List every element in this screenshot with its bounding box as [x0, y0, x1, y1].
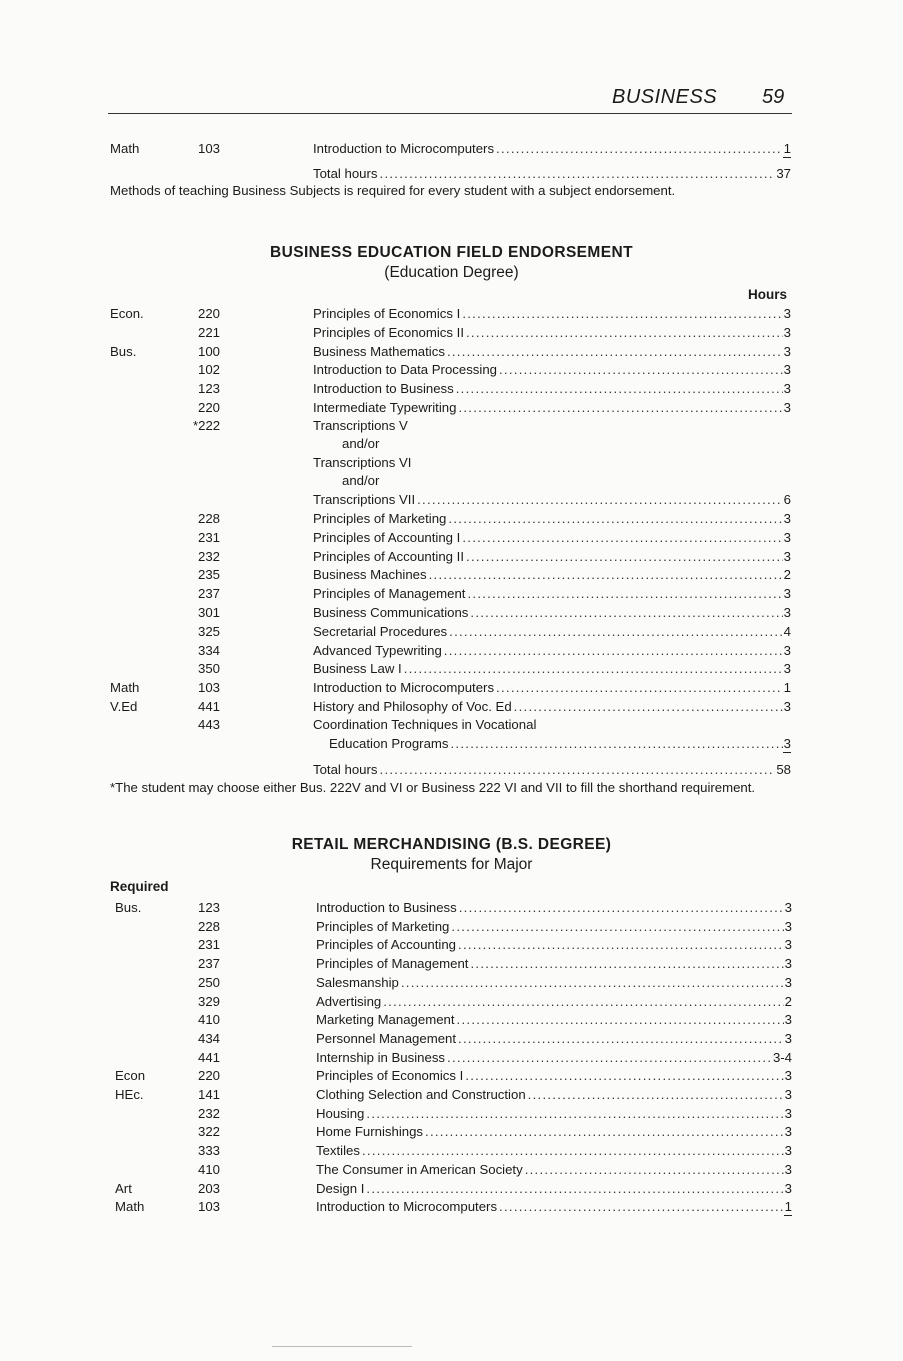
running-header-title: BUSINESS — [612, 86, 718, 108]
course-title: Personnel Management — [316, 1030, 457, 1046]
dot-leader — [459, 898, 784, 917]
course-hours: 3 — [784, 1105, 792, 1121]
course-hours: 3 — [783, 511, 791, 526]
page-number: 59 — [762, 86, 785, 108]
dot-leader — [499, 1197, 784, 1216]
course-number: 410 — [198, 1012, 221, 1028]
dot-leader — [462, 528, 782, 547]
course-title: Introduction to Microcomputers — [313, 141, 495, 156]
course-number: 333 — [198, 1143, 221, 1159]
hours-column-label: Hours — [747, 287, 787, 302]
course-hours: 3 — [784, 956, 792, 972]
course-title: Introduction to Business — [313, 381, 454, 397]
course-title: Transcriptions VII — [313, 492, 416, 507]
course-title: Principles of Accounting I — [313, 529, 461, 545]
section-heading: BUSINESS EDUCATION FIELD ENDORSEMENT — [270, 244, 633, 261]
course-entry — [313, 139, 791, 158]
course-row — [0, 528, 903, 547]
course-hours: 3 — [784, 1068, 792, 1084]
course-title: Introduction to Microcomputers — [313, 680, 495, 696]
course-row — [0, 139, 903, 158]
dot-leader — [462, 304, 782, 323]
course-row — [0, 565, 903, 584]
header-rule — [108, 113, 792, 114]
course-title: Clothing Selection and Construction — [316, 1087, 526, 1102]
course-entry — [313, 603, 791, 622]
course-title: Principles of Marketing — [313, 511, 447, 526]
dot-leader — [447, 1048, 772, 1067]
course-row — [0, 342, 903, 361]
course-title: Textiles — [316, 1143, 360, 1159]
course-row — [0, 954, 903, 973]
course-entry — [313, 622, 791, 641]
course-row — [0, 490, 903, 509]
dot-leader — [366, 1104, 783, 1123]
dot-leader — [450, 734, 782, 753]
course-title: Design I — [316, 1180, 365, 1196]
dot-leader — [429, 565, 783, 584]
course-row — [0, 360, 903, 379]
course-row — [0, 509, 903, 528]
course-number: 103 — [198, 141, 221, 156]
course-row — [0, 917, 903, 936]
course-title: Advanced Typewriting — [313, 642, 442, 658]
andor-row — [0, 471, 903, 490]
course-hours: 1 — [784, 1199, 792, 1215]
course-hours: 3 — [784, 1087, 792, 1102]
course-entry — [316, 1010, 792, 1029]
course-title-cont: Education Programs — [329, 736, 449, 751]
course-number: 237 — [198, 586, 221, 602]
total-entry — [313, 760, 791, 779]
course-row — [0, 1029, 903, 1048]
course-title: Secretarial Procedures — [313, 623, 448, 639]
course-number: 325 — [198, 623, 221, 639]
methods-note: Methods of teaching Business Subjects is required for every student with a subject endorsement. — [110, 183, 676, 198]
course-subject: HEc. — [115, 1087, 144, 1102]
course-number: 220 — [198, 400, 221, 415]
course-entry — [316, 1029, 792, 1048]
course-hours: 3 — [784, 1161, 792, 1177]
course-row — [0, 1122, 903, 1141]
course-entry — [313, 528, 791, 547]
course-hours: 3 — [784, 1030, 792, 1046]
course-hours: 3-4 — [772, 1049, 792, 1065]
course-title: Business Communications — [313, 605, 469, 620]
dot-leader — [444, 641, 783, 660]
dot-leader — [499, 360, 783, 379]
course-row — [0, 398, 903, 417]
section-subheading: Requirements for Major — [370, 856, 533, 873]
course-row — [0, 584, 903, 603]
total-row — [0, 760, 903, 779]
course-title: Internship in Business — [316, 1049, 446, 1065]
course-entry — [313, 697, 791, 716]
course-row — [0, 547, 903, 566]
course-hours: 3 — [783, 529, 791, 545]
course-hours: 3 — [783, 306, 791, 321]
course-row — [0, 453, 903, 472]
course-entry — [316, 954, 792, 973]
course-entry — [329, 734, 791, 753]
course-hours: 3 — [784, 937, 792, 953]
course-row — [0, 734, 903, 753]
footer-rule — [272, 1346, 412, 1347]
course-hours: 2 — [783, 567, 791, 583]
dot-leader — [456, 379, 783, 398]
course-subject: Bus. — [110, 343, 137, 359]
course-number: 434 — [198, 1030, 221, 1046]
course-number: 100 — [198, 343, 221, 359]
course-hours: 3 — [783, 362, 791, 378]
course-title: Introduction to Business — [316, 900, 457, 915]
course-entry — [316, 1141, 792, 1160]
course-row — [0, 1179, 903, 1198]
course-number: 221 — [198, 324, 221, 340]
dot-leader — [496, 678, 783, 697]
course-entry — [316, 1179, 792, 1198]
course-hours: 3 — [783, 400, 791, 415]
course-title: Housing — [316, 1105, 365, 1121]
course-number: 410 — [198, 1161, 221, 1177]
course-entry — [313, 678, 791, 697]
course-hours: 6 — [783, 492, 791, 507]
course-number: 232 — [198, 1105, 221, 1121]
dot-leader — [401, 973, 784, 992]
course-hours: 3 — [783, 661, 791, 677]
course-hours: 3 — [784, 1180, 792, 1196]
course-title: Introduction to Data Processing — [313, 362, 497, 378]
course-entry — [313, 547, 791, 566]
dot-leader — [465, 1066, 783, 1085]
course-subject: Econ. — [110, 306, 144, 321]
dot-leader — [514, 697, 783, 716]
course-subject: Econ — [115, 1068, 146, 1084]
course-number: 123 — [198, 381, 221, 397]
course-number: 334 — [198, 642, 221, 658]
course-entry — [316, 1197, 792, 1216]
course-number: 141 — [198, 1087, 221, 1102]
course-row — [0, 416, 903, 435]
course-number: 232 — [198, 548, 221, 564]
course-entry — [316, 1122, 792, 1141]
course-entry — [313, 323, 791, 342]
dot-leader — [470, 954, 783, 973]
course-row — [0, 304, 903, 323]
dot-leader — [448, 509, 782, 528]
course-number: 203 — [198, 1180, 221, 1196]
dot-leader — [425, 1122, 784, 1141]
course-entry — [313, 509, 791, 528]
course-entry — [316, 1048, 792, 1067]
course-hours: 3 — [784, 918, 792, 934]
course-row — [0, 973, 903, 992]
course-row — [0, 1085, 903, 1104]
course-entry — [313, 490, 791, 509]
course-entry — [313, 379, 791, 398]
course-title: Principles of Accounting II — [313, 548, 465, 564]
course-title: Home Furnishings — [316, 1124, 424, 1140]
footnote: *The student may choose either Bus. 222V and VI or Business 222 VI and VII to fill the shorthand requirement. — [110, 780, 756, 795]
course-row — [0, 641, 903, 660]
course-row — [0, 1048, 903, 1067]
course-entry — [316, 898, 792, 917]
course-entry — [313, 641, 791, 660]
course-number: 443 — [198, 717, 221, 732]
course-hours: 2 — [784, 993, 792, 1009]
course-hours: 3 — [784, 1124, 792, 1140]
course-row — [0, 622, 903, 641]
dot-leader — [528, 1085, 784, 1104]
dot-leader — [447, 342, 783, 361]
course-row — [0, 323, 903, 342]
course-entry — [316, 1066, 792, 1085]
course-subject: Bus. — [115, 900, 142, 915]
course-row — [0, 1066, 903, 1085]
dot-leader — [466, 547, 783, 566]
course-entry — [316, 1160, 792, 1179]
dot-leader — [457, 1010, 784, 1029]
course-row — [0, 603, 903, 622]
course-number: 329 — [198, 993, 221, 1009]
course-title: Transcriptions VI — [313, 455, 412, 470]
dot-leader — [362, 1141, 784, 1160]
course-number: *222 — [193, 418, 221, 433]
course-entry — [313, 398, 791, 417]
course-title: Transcriptions V — [313, 418, 408, 433]
course-hours: 1 — [783, 141, 791, 156]
course-entry — [313, 304, 791, 323]
course-number: 441 — [198, 699, 221, 714]
course-subject: Math — [110, 141, 140, 156]
course-entry — [316, 992, 792, 1011]
course-number: 441 — [198, 1049, 221, 1065]
section-heading: RETAIL MERCHANDISING (B.S. DEGREE) — [291, 836, 612, 853]
total-label: Total hours — [313, 166, 378, 181]
course-hours: 3 — [783, 343, 791, 359]
course-subject: Art — [115, 1180, 132, 1196]
course-row — [0, 898, 903, 917]
course-number: 228 — [198, 511, 221, 526]
course-row — [0, 678, 903, 697]
dot-leader — [451, 917, 783, 936]
course-hours: 3 — [784, 974, 792, 990]
course-number: 228 — [198, 918, 221, 934]
course-entry — [313, 565, 791, 584]
course-entry — [316, 1085, 792, 1104]
course-hours: 3 — [783, 586, 791, 602]
course-number: 250 — [198, 974, 221, 990]
dot-leader — [404, 659, 783, 678]
dot-leader — [366, 1179, 783, 1198]
course-subject: Math — [115, 1199, 145, 1215]
course-title: Principles of Accounting — [316, 937, 457, 953]
section-subheading: (Education Degree) — [384, 264, 519, 281]
course-title: Principles of Management — [316, 956, 469, 972]
course-entry — [313, 360, 791, 379]
course-number: 235 — [198, 567, 221, 583]
course-row — [0, 659, 903, 678]
course-row — [0, 1141, 903, 1160]
course-row — [0, 379, 903, 398]
course-title: Advertising — [316, 993, 382, 1009]
required-label: Required — [110, 879, 169, 894]
dot-leader — [458, 1029, 784, 1048]
course-number: 237 — [198, 956, 221, 972]
course-number: 231 — [198, 529, 221, 545]
dot-leader — [458, 398, 782, 417]
andor-text: and/or — [342, 436, 380, 451]
course-title: Business Law I — [313, 661, 402, 677]
course-subject: V.Ed — [110, 699, 138, 714]
course-number: 220 — [198, 1068, 221, 1084]
course-hours: 1 — [783, 680, 791, 696]
total-hours: 58 — [776, 762, 791, 777]
course-number: 301 — [198, 605, 221, 620]
course-row — [0, 992, 903, 1011]
dot-leader — [383, 992, 783, 1011]
course-entry — [316, 917, 792, 936]
total-label: Total hours — [313, 762, 378, 777]
course-hours: 3 — [784, 900, 792, 915]
course-title: Intermediate Typewriting — [313, 400, 457, 415]
course-hours: 3 — [783, 736, 791, 751]
course-row — [0, 1104, 903, 1123]
dot-leader — [466, 323, 783, 342]
course-hours: 3 — [783, 324, 791, 340]
course-entry — [316, 973, 792, 992]
dot-leader — [458, 935, 784, 954]
course-row — [0, 697, 903, 716]
course-number: 103 — [198, 680, 221, 696]
course-number: 123 — [198, 900, 221, 915]
course-number: 220 — [198, 306, 221, 321]
dot-leader — [449, 622, 783, 641]
course-title: Business Machines — [313, 567, 427, 583]
course-entry — [313, 584, 791, 603]
course-hours: 3 — [784, 1143, 792, 1159]
course-title: Coordination Techniques in Vocational — [313, 717, 537, 732]
course-entry — [313, 342, 791, 361]
course-number: 103 — [198, 1199, 221, 1215]
course-hours: 3 — [783, 642, 791, 658]
course-entry — [313, 659, 791, 678]
dot-leader — [496, 139, 783, 158]
course-title: Principles of Marketing — [316, 918, 450, 934]
course-row — [0, 935, 903, 954]
dot-leader — [525, 1160, 784, 1179]
dot-leader — [380, 760, 776, 779]
course-row — [0, 1197, 903, 1216]
course-title: The Consumer in American Society — [316, 1161, 523, 1177]
course-number: 350 — [198, 661, 221, 677]
dot-leader — [417, 490, 783, 509]
course-title: Salesmanship — [316, 974, 399, 990]
course-title: Principles of Economics II — [313, 324, 464, 340]
course-title: History and Philosophy of Voc. Ed — [313, 699, 512, 714]
course-entry — [316, 935, 792, 954]
course-row — [0, 1010, 903, 1029]
andor-row — [0, 434, 903, 453]
course-hours: 3 — [784, 1012, 792, 1028]
course-hours: 3 — [783, 605, 791, 620]
dot-leader — [470, 603, 782, 622]
course-title: Principles of Economics I — [316, 1068, 464, 1084]
andor-text: and/or — [342, 473, 380, 488]
course-number: 231 — [198, 937, 221, 953]
total-hours: 37 — [776, 166, 791, 181]
course-title: Principles of Management — [313, 586, 466, 602]
course-title: Marketing Management — [316, 1012, 455, 1028]
course-title: Introduction to Microcomputers — [316, 1199, 498, 1215]
course-hours: 3 — [783, 548, 791, 564]
course-title: Business Mathematics — [313, 343, 445, 359]
course-row — [0, 1160, 903, 1179]
course-row — [0, 715, 903, 734]
course-hours: 3 — [783, 699, 791, 714]
course-entry — [316, 1104, 792, 1123]
course-title: Principles of Economics I — [313, 306, 461, 321]
dot-leader — [467, 584, 782, 603]
course-number: 322 — [198, 1124, 221, 1140]
course-number: 102 — [198, 362, 221, 378]
course-subject: Math — [110, 680, 140, 696]
course-hours: 4 — [783, 623, 791, 639]
course-hours: 3 — [783, 381, 791, 397]
